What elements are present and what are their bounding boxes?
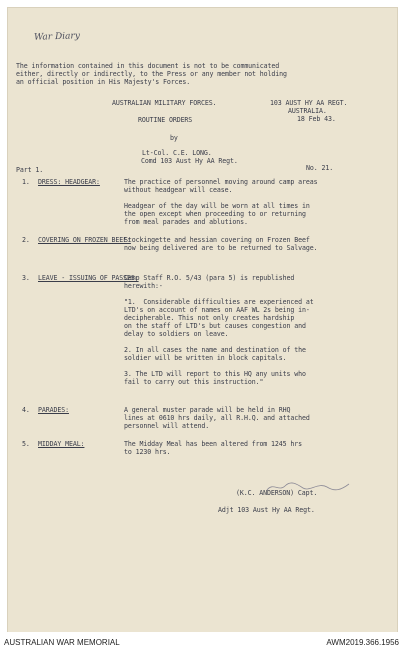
header-part: Part 1. [16, 166, 44, 174]
header-title: ROUTINE ORDERS [138, 116, 193, 124]
signature-name: (K.C. ANDERSON) Capt. [236, 489, 318, 497]
order-text-line: personnel will attend. [124, 422, 210, 430]
footer-bar [0, 632, 405, 653]
order-text-line: decipherable. This not only creates hardship [124, 314, 295, 322]
order-text-line: Headgear of the day will be worn at all times in [124, 202, 310, 210]
order-text-line: soldier will be written in block capitals. [124, 354, 287, 362]
order-text-line: A general muster parade will be held in RHQ [124, 406, 291, 414]
order-text-line: The Midday Meal has been altered from 1245 hrs [124, 440, 303, 448]
order-number: 3. [22, 274, 30, 282]
header-by: by [170, 134, 178, 142]
header-org: AUSTRALIAN MILITARY FORCES. [112, 99, 217, 107]
order-heading: DRESS: HEADGEAR: [38, 178, 100, 186]
header-commander: Lt-Col. C.E. LONG. [142, 149, 212, 157]
order-text-line: delay to soldiers on leave. [124, 330, 229, 338]
order-text-line: on the staff of LTD's but causes congestion and [124, 322, 306, 330]
order-text-line: herewith:- [124, 282, 163, 290]
order-text-line: the open except when proceeding to or returning [124, 210, 306, 218]
handwritten-note: War Diary [33, 31, 81, 43]
document-page [8, 8, 397, 632]
notice-line-1: The information contained in this document is not to be communicated [16, 62, 280, 70]
order-text-line: Camp Staff R.O. 5/43 (para 5) is republished [124, 274, 295, 282]
order-text-line: The practice of personnel moving around camp areas [124, 178, 318, 186]
order-number: 4. [22, 406, 30, 414]
header-date: 18 Feb 43. [297, 115, 336, 123]
order-number: 2. [22, 236, 30, 244]
notice-line-2: either, directly or indirectly, to the Press or any member not holding [16, 70, 287, 78]
header-place: AUSTRALIA. [288, 107, 327, 115]
order-text-line: Stockingette and hessian covering on Frozen Beef [124, 236, 310, 244]
header-unit: 103 AUST HY AA REGT. [270, 99, 348, 107]
order-number: 5. [22, 440, 30, 448]
order-text-line: LTD's on account of names on AAF WL 2s being in- [124, 306, 310, 314]
order-heading: MIDDAY MEAL: [38, 440, 85, 448]
order-text-line: to 1230 hrs. [124, 448, 171, 456]
order-text-line: 3. The LTD will report to this HQ any units who [124, 370, 306, 378]
order-text-line: lines at 0610 hrs daily, all R.H.Q. and attached [124, 414, 310, 422]
header-number: No. 21. [306, 164, 334, 172]
order-heading: PARADES: [38, 406, 69, 414]
order-text-line: "1. Considerable difficulties are experienced at [124, 298, 314, 306]
notice-line-3: an official position in His Majesty's Forces. [16, 78, 191, 86]
signature-role: Adjt 103 Aust Hy AA Regt. [218, 506, 315, 514]
header-command: Comd 103 Aust Hy AA Regt. [141, 157, 238, 165]
order-text-line: 2. In all cases the name and destination of the [124, 346, 306, 354]
order-text-line: without headgear will cease. [124, 186, 233, 194]
footer-accession: AWM2019.366.1956 [326, 638, 399, 647]
footer-source: AUSTRALIAN WAR MEMORIAL [4, 638, 120, 647]
order-heading: LEAVE - ISSUING OF PASSES: [38, 274, 139, 282]
order-heading: COVERING ON FROZEN BEEF: [38, 236, 131, 244]
order-text-line: from meal parades and ablutions. [124, 218, 248, 226]
order-number: 1. [22, 178, 30, 186]
order-text-line: now being delivered are to be returned to Salvage. [124, 244, 318, 252]
order-text-line: fail to carry out this instruction." [124, 378, 264, 386]
